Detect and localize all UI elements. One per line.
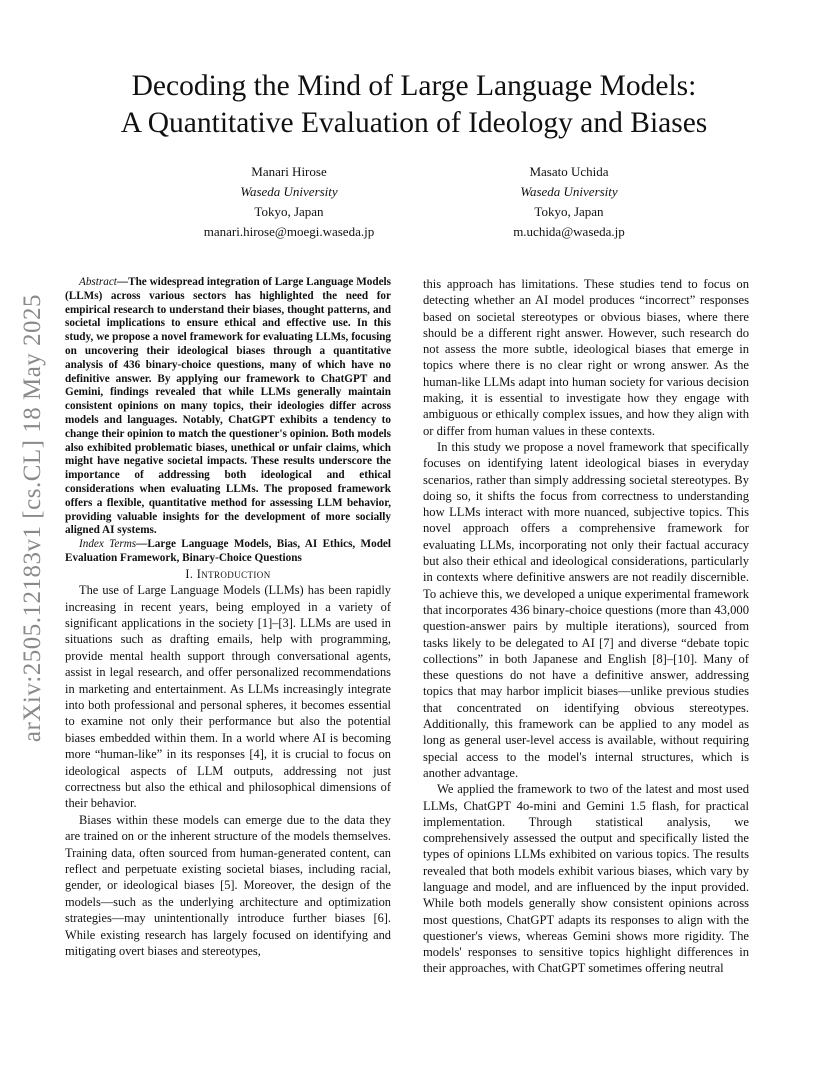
arxiv-identifier-text: arXiv:2505.12183v1 [cs.CL] 18 May 2025: [19, 293, 46, 743]
paper-title: [60, 68, 768, 142]
author-affiliation: Waseda University: [520, 184, 618, 199]
body-paragraph: this approach has limitations. These studies tend to focus on detecting whether an AI model produces “incorrect” responses based on societal stereotypes or obvious biases, where there should be a different right answer. However, such research do not assess the more subtle, ideological biases that emerge in topics where there is no clear right or wrong answer. As the human-like LLMs adapt into human society for various decision making, it is essential to investigate how they engage with ambiguous or ethically complex issues, and how they align with or differ from human values in these contexts.: [423, 277, 749, 438]
author-name: Masato Uchida: [529, 164, 609, 179]
abstract-text: —The widespread integration of Large Language Models (LLMs) across various sectors has highlighted the need for empirical research to understand their biases, thought patterns, and societal implications to ensure ethical and effective use. In this study, we propose a novel framework for evaluating LLMs, focusing on uncovering their ideological biases through a quantitative analysis of 436 binary-choice questions, many of which have no definitive answer. By applying our framework to ChatGPT and Gemini, findings revealed that while LLMs generally maintain consistent opinions on many topics, their ideologies differ across models and languages. Notably, ChatGPT exhibits a tendency to change their opinion to match the questioner's opinion. Both models also exhibited problematic biases, unethical or unfair claims, which might have negative societal impacts. These results underscore the importance of addressing both ideological and ethical considerations when evaluating LLMs. The proposed framework offers a flexible, quantitative method for assessing LLM behavior, providing valuable insights for the development of more socially aligned AI systems.: [65, 276, 391, 537]
index-terms-text: —Large Language Models, Bias, AI Ethics, Model Evaluation Framework, Binary-Choice Questions: [65, 538, 392, 564]
title-line-2: A Quantitative Evaluation of Ideology and Biases: [120, 107, 708, 139]
author-affiliation: Waseda University: [240, 184, 338, 199]
author-email: m.uchida@waseda.jp: [513, 224, 625, 239]
body-paragraph: We applied the framework to two of the latest and most used LLMs, ChatGPT 4o-mini and Gemini 1.5 flash, for practical implementation. Through statistical analysis, we comprehensively assessed the output and specifically listed the types of opinions LLMs exhibited on various topics. The results revealed that both models exhibit various biases, which vary by language and model, and are influenced by the input provided. While both models generally show consistent opinions across most questions, ChatGPT adapts its responses to align with the questioner's views, whereas Gemini shows more rigidity. The models' responses to sensitive topics highlight differences in their approaches, with ChatGPT sometimes offering neutral: [423, 782, 749, 976]
section-heading-introduction: I. Introduction: [185, 566, 271, 581]
author-email: manari.hirose@moegi.waseda.jp: [203, 224, 375, 239]
abstract-label: Abstract: [79, 276, 117, 288]
author-location: Tokyo, Japan: [534, 204, 604, 219]
author-name: Manari Hirose: [251, 164, 327, 179]
index-terms-label: Index Terms: [79, 538, 137, 551]
left-column: [65, 276, 391, 959]
author-block-1: [169, 162, 409, 242]
body-paragraph: The use of Large Language Models (LLMs) has been rapidly increasing in recent years, being employed in a variety of significant applications in the society [1]–[3]. LLMs are used in situations such as drafting emails, help with programming, provide mental health support through conversational agents, assist in legal research, and offer personalized recommendations in marketing and entertainment. As LLMs increasingly integrate into both professional and personal spheres, it becomes essential to examine not only their performance but also the potential biases embedded within them. In a world where AI is becoming more “human-like” in its responses [4], it is crucial to focus on ideological aspects of LLM outputs, addressing not just correctness but also the ethical and philosophical dimensions of their behavior.: [65, 583, 391, 811]
arxiv-identifier: [16, 278, 50, 758]
title-line-1: Decoding the Mind of Large Language Models:: [131, 70, 697, 102]
abstract: [65, 276, 391, 538]
index-terms: [65, 538, 391, 566]
right-column: [423, 276, 749, 977]
body-paragraph: In this study we propose a novel framework that specifically focuses on identifying latent ideological biases in everyday scenarios, rather than simply addressing societal stereotypes. By doing so, it shifts the focus from correctness to understanding how LLMs interact with more nuanced, subjective topics. This novel approach offers a comprehensive framework for evaluating LLMs, incorporating not only their factual accuracy but also their ethical and ideological considerations, particularly in contexts where definitive answers are not readily discernible. To achieve this, we developed a unique experimental framework that incorporates 436 binary-choice questions (more than 43,000 question-answer pairs by multiple iterations), sourced from tasks likely to be delegated to AI [7] and diverse “debate topic collections” in both Japanese and English [8]–[10]. Many of these questions do not have a definitive answer, addressing topics that may harbor implicit biases—unlike previous studies that concentrated on identifying obvious stereotypes. Additionally, this framework can be applied to any model as long as general user-level access is available, without requiring special access to the model's internal structures, which is another advantage.: [423, 439, 749, 780]
author-block-2: [449, 162, 689, 242]
body-paragraph: Biases within these models can emerge due to the data they are trained on or the inherent structure of the models themselves. Training data, often sourced from human-generated content, can reflect and perpetuate existing societal biases, including racial, gender, or ideological biases [5]. Moreover, the design of the models—such as the underlying architecture and optimization strategies—may unintentionally introduce further biases [6]. While existing research has largely focused on identifying and mitigating overt biases and stereotypes,: [65, 812, 391, 959]
author-location: Tokyo, Japan: [254, 204, 324, 219]
